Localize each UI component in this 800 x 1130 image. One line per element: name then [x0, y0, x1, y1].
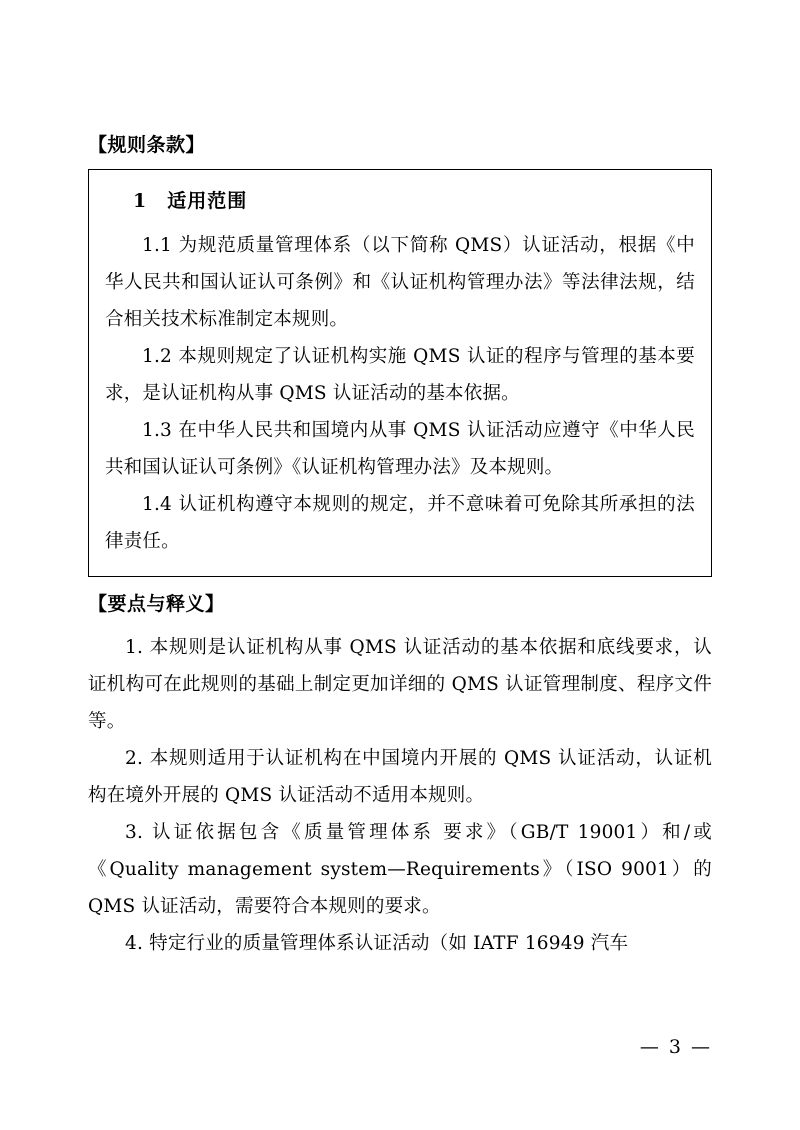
- page-content: [88, 132, 712, 962]
- point-paragraph-4: 4. 特定行业的质量管理体系认证活动（如 IATF 16949 汽车: [125, 933, 629, 955]
- section-heading-points: 【要点与释义】: [88, 592, 225, 615]
- points-section: [88, 629, 712, 962]
- rules-clause-box: [88, 169, 712, 577]
- section-heading-rules: 【规则条款】: [88, 134, 206, 156]
- page-number: — 3 —: [639, 1036, 712, 1058]
- rule-paragraph-1-2: 1.2 本规则规定了认证机构实施 QMS 认证的程序与管理的基本要求，是认证机构从事 QMS 认证活动的基本依据。: [105, 345, 695, 404]
- rule-title-text: 适用范围: [167, 189, 248, 212]
- point-paragraph-3: 3. 认证依据包含《质量管理体系 要求》（GB/T 19001）和/或《Quality management system—Requirements》（ISO 9001）的 QMS 认证活动，需要符合本规则的要求。: [88, 822, 712, 918]
- rule-paragraph-1-4: 1.4 认证机构遵守本规则的规定，并不意味着可免除其所承担的法律责任。: [105, 493, 695, 552]
- rule-title: [105, 186, 695, 213]
- rule-paragraph-1-1: 1.1 为规范质量管理体系（以下简称 QMS）认证活动，根据《中华人民共和国认证认可条例》和《认证机构管理办法》等法律法规，结合相关技术标准制定本规则。: [105, 234, 695, 330]
- point-paragraph-2: 2. 本规则适用于认证机构在中国境内开展的 QMS 认证活动，认证机构在境外开展的 QMS 认证活动不适用本规则。: [88, 748, 712, 807]
- rule-title-number: 1: [133, 189, 148, 212]
- point-paragraph-1: 1. 本规则是认证机构从事 QMS 认证活动的基本依据和底线要求，认证机构可在此规则的基础上制定更加详细的 QMS 认证管理制度、程序文件等。: [88, 637, 712, 733]
- rule-paragraph-1-3: 1.3 在中华人民共和国境内从事 QMS 认证活动应遵守《中华人民共和国认证认可条例》《认证机构管理办法》及本规则。: [105, 419, 695, 478]
